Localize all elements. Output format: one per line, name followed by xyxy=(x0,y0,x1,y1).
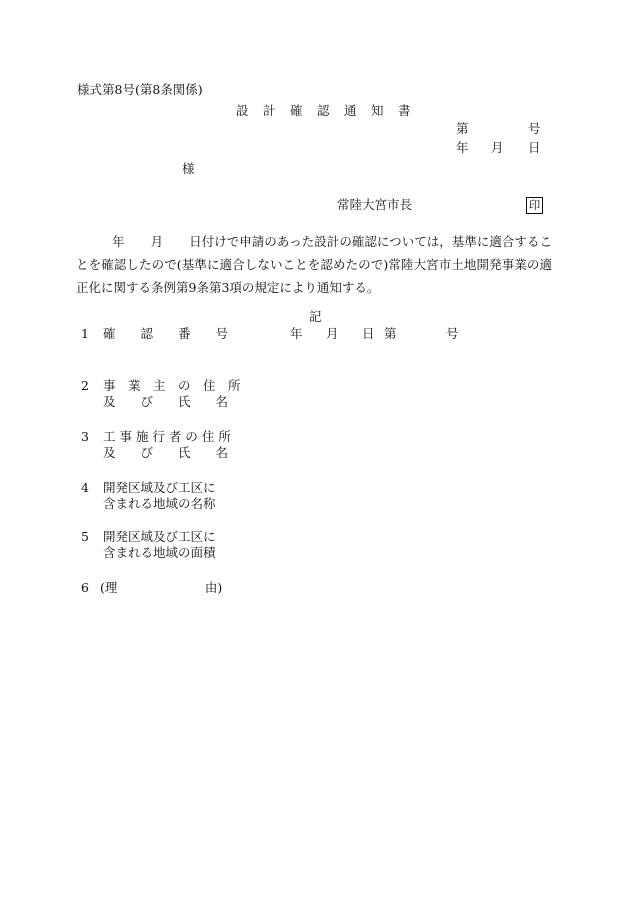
item-3-label-line2: 及 び 氏 名 xyxy=(103,445,229,460)
item-5-number: 5 xyxy=(81,529,89,544)
body-text: 日付けで申請のあった設計の確認については，基準に適合することを確認したので(基準に適合しないことを認めたので)常陸大宮市土地開発事業の適正化に関する条例第9条第3項の規定により通知する。 xyxy=(76,234,552,295)
notice-number-prefix: 第 xyxy=(456,121,469,136)
item-2-label-line1: 事 業 主 の 住 所 xyxy=(103,378,241,393)
item-4-label-line1: 開発区域及び工区に xyxy=(103,480,216,495)
item-1-number-suffix: 号 xyxy=(446,326,459,341)
item-5-label-line1: 開発区域及び工区に xyxy=(103,529,216,544)
form-number-label: 様式第8号(第8条関係) xyxy=(77,82,203,97)
item-1-month: 月 xyxy=(326,326,339,341)
item-4-label-line2: 含まれる地域の名称 xyxy=(103,496,216,511)
item-6-label: (理 由) xyxy=(100,580,223,595)
notice-body-paragraph xyxy=(76,230,552,299)
document-title: 設 計 確 認 通 知 書 xyxy=(236,103,412,118)
date-year: 年 xyxy=(456,140,469,155)
body-year: 年 xyxy=(112,234,125,249)
item-1-number: 1 xyxy=(81,326,89,341)
issuer-name: 常陸大宮市長 xyxy=(337,197,413,212)
item-3-label-line1: 工 事 施 行 者 の 住 所 xyxy=(103,429,231,444)
addressee-suffix: 様 xyxy=(182,161,195,176)
item-6-number: 6 xyxy=(81,580,89,595)
date-day: 日 xyxy=(528,140,541,155)
ki-heading: 記 xyxy=(309,309,322,324)
item-1-number-prefix: 第 xyxy=(384,326,397,341)
body-month: 月 xyxy=(150,234,164,249)
item-1-year: 年 xyxy=(290,326,303,341)
item-5-label-line2: 含まれる地域の面積 xyxy=(103,545,216,560)
item-3-number: 3 xyxy=(81,429,89,444)
item-1-label: 確 認 番 号 xyxy=(103,326,229,341)
seal-mark xyxy=(526,197,543,214)
date-month: 月 xyxy=(491,140,504,155)
item-4-number: 4 xyxy=(81,480,89,495)
item-2-label-line2: 及 び 氏 名 xyxy=(103,394,229,409)
seal-box: 印 xyxy=(526,197,543,214)
item-2-number: 2 xyxy=(81,378,89,393)
item-1-day: 日 xyxy=(362,326,375,341)
notice-number-suffix: 号 xyxy=(528,121,541,136)
